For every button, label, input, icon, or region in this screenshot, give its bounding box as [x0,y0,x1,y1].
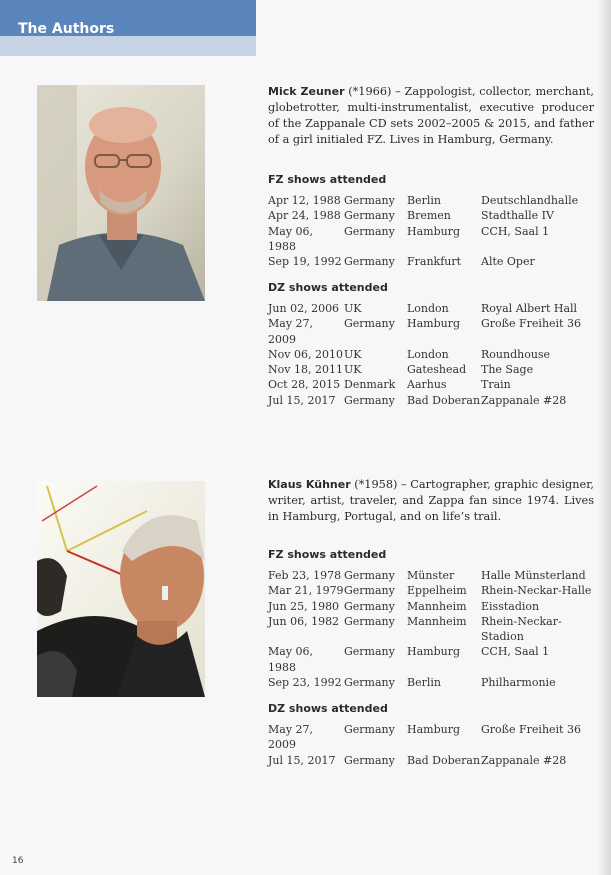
table-row [268,377,599,392]
page-edge-shadow [597,0,611,875]
table-row [268,599,599,614]
table-row [268,208,599,223]
show-venue: Philharmonie [481,676,556,690]
show-city: London [407,302,449,315]
table-row [268,675,599,690]
show-country: Germany [344,645,395,659]
author-bio [268,84,594,148]
show-date: May 06, 1988 [268,645,314,674]
show-date: Apr 24, 1988 [268,209,341,223]
table-row [268,568,599,583]
show-city: Frankfurt [407,255,462,269]
show-city: Bremen [407,209,451,223]
show-venue: Große Freiheit 36 [481,317,581,331]
show-venue: Große Freiheit 36 [481,723,581,736]
section-header [0,0,256,56]
show-date: Feb 23, 1978 [268,569,342,582]
section-title: The Authors [18,21,115,37]
show-venue: Rhein-Neckar-Halle [481,584,592,598]
show-venue: Halle Münsterland [481,569,586,582]
show-venue: Royal Albert Hall [481,302,578,315]
show-date: May 27, 2009 [268,723,314,752]
table-row [268,583,599,598]
show-venue: Zappanale #28 [481,753,567,767]
show-venue: Zappanale #28 [481,393,567,407]
show-city: Berlin [407,676,441,690]
show-city: Hamburg [407,224,461,238]
show-country: Germany [344,393,395,407]
author-photo-mick-zeuner [37,85,205,301]
show-city: Münster [407,569,455,582]
table-row [268,362,599,377]
table-row [268,224,599,255]
show-country: Germany [344,723,395,736]
show-city: Bad Doberan [407,393,481,407]
author-name: Mick Zeuner [268,85,345,98]
fz-shows-table [268,193,599,269]
author-bio-text: (*1966) – Zappologist, collector, merchant, globetrotter, multi-instrumentalist, executive producer of the Zappanale CD sets 2002–2005 & 2015, and father of a girl initialed FZ. Lives in Hamburg, Germany. [268,85,594,146]
show-country: Germany [344,569,395,582]
table-row [268,753,599,768]
show-venue: The Sage [481,363,534,377]
show-venue: Train [481,378,511,392]
page-number: 16 [12,856,24,866]
show-country: Germany [344,614,395,628]
show-country: Germany [344,209,395,223]
show-city: Mannheim [407,599,467,613]
show-city: Eppelheim [407,584,467,598]
show-city: Mannheim [407,614,467,628]
show-date: Jun 02, 2006 [268,302,340,315]
show-country: Germany [344,599,395,613]
dz-shows-table [268,301,599,408]
author-name: Klaus Kühner [268,478,351,491]
show-date: Jul 15, 2017 [268,393,336,407]
table-row [268,614,599,645]
author-bio [268,477,594,525]
show-country: UK [344,363,362,377]
show-country: Denmark [344,378,396,392]
dz-shows-heading: DZ shows attended [268,702,388,715]
show-date: Nov 18, 2011 [268,363,343,377]
show-date: Sep 19, 1992 [268,255,342,269]
show-city: Hamburg [407,317,461,331]
table-row [268,347,599,362]
show-date: Mar 21, 1979 [268,584,344,598]
fz-shows-heading: FZ shows attended [268,548,387,561]
show-date: Oct 28, 2015 [268,378,341,392]
fz-shows-heading: FZ shows attended [268,173,387,186]
show-venue: Eisstadion [481,599,540,613]
show-country: Germany [344,753,395,767]
show-country: UK [344,302,362,315]
show-city: Berlin [407,194,441,207]
fz-shows-table [268,568,599,690]
show-venue: Stadthalle IV [481,209,554,223]
show-city: Hamburg [407,645,461,659]
show-city: Bad Doberan [407,753,481,767]
table-row [268,254,599,269]
show-country: UK [344,347,362,361]
show-venue: Alte Oper [481,255,535,269]
show-venue: CCH, Saal 1 [481,645,550,659]
show-venue: Roundhouse [481,347,551,361]
show-date: Nov 06, 2010 [268,347,343,361]
show-country: Germany [344,317,395,331]
show-venue: CCH, Saal 1 [481,224,550,238]
table-row [268,393,599,408]
show-country: Germany [344,224,395,238]
show-date: Jul 15, 2017 [268,753,336,767]
author-photo-klaus-kuehner [37,481,205,697]
dz-shows-heading: DZ shows attended [268,281,388,294]
show-date: Apr 12, 1988 [268,194,341,207]
show-city: Aarhus [407,378,447,392]
table-row [268,722,599,753]
table-row [268,316,599,347]
show-date: Jun 06, 1982 [268,614,340,628]
show-city: Hamburg [407,723,461,736]
table-row [268,644,599,675]
show-country: Germany [344,255,395,269]
show-country: Germany [344,194,395,207]
table-row [268,193,599,208]
author-bio-text: (*1958) – Cartographer, graphic designer, writer, artist, traveler, and Zappa fan since 1974. Lives in Hamburg, Portugal, and on life’s trail. [268,478,594,523]
show-country: Germany [344,676,395,690]
dz-shows-table [268,722,599,768]
show-date: May 27, 2009 [268,317,314,346]
show-city: Gateshead [407,363,467,377]
show-date: May 06, 1988 [268,224,314,253]
show-city: London [407,347,449,361]
show-venue: Rhein-Neckar-Stadion [481,614,562,644]
show-venue: Deutschlandhalle [481,194,579,207]
show-date: Jun 25, 1980 [268,599,340,613]
show-date: Sep 23, 1992 [268,676,342,690]
table-row [268,301,599,316]
show-country: Germany [344,584,395,598]
